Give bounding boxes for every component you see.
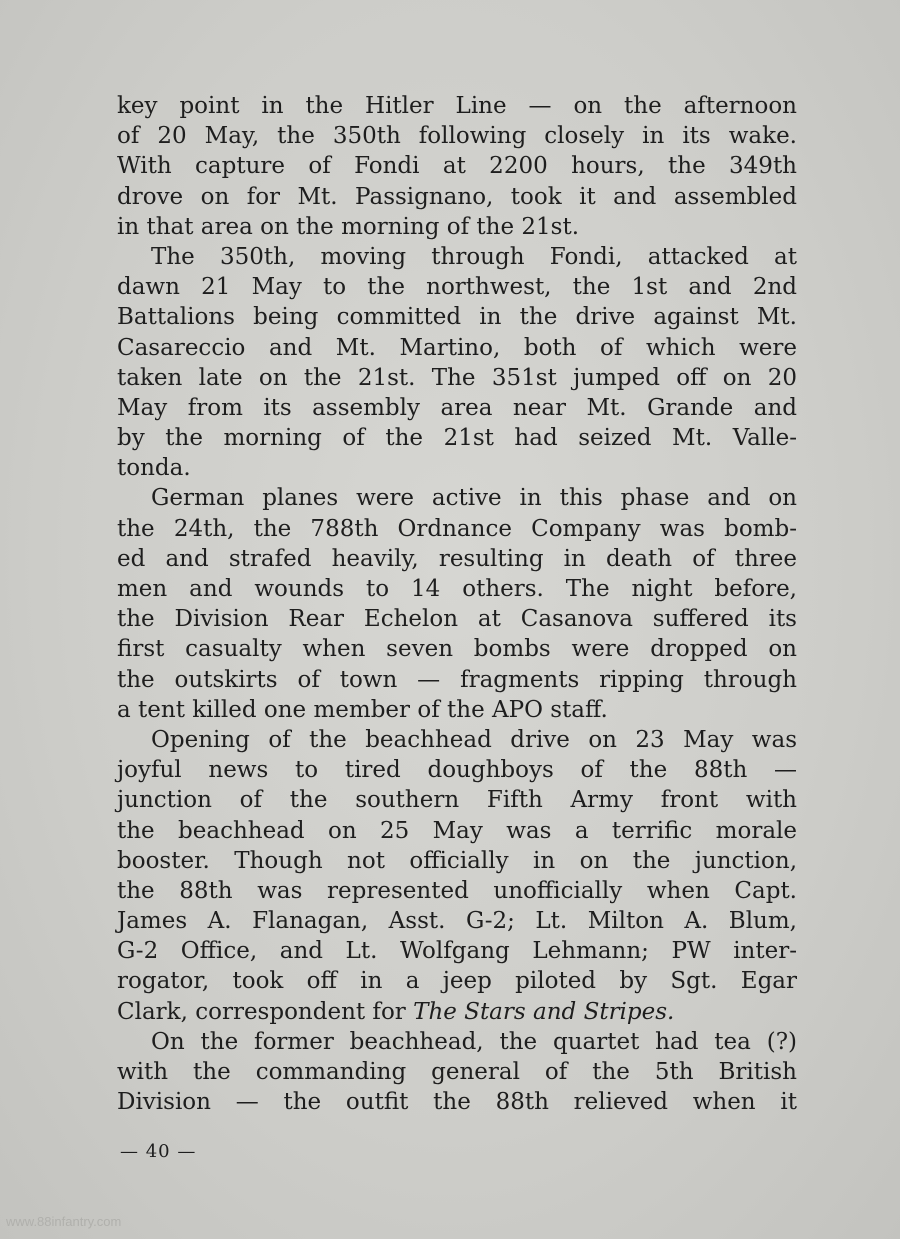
- text-line-content: with the commanding general of the 5th British: [117, 1059, 797, 1085]
- text-line-content: rogator, took off in a jeep piloted by Sgt. Egar: [117, 968, 797, 995]
- text-line-content: Division — the outfit the 88th relieved when it: [117, 1089, 797, 1116]
- text-line-content: tonda.: [117, 455, 191, 482]
- text-line: [117, 242, 797, 272]
- text-line-content: Battalions being committed in the drive against Mt.: [117, 304, 797, 331]
- text-line-content: G-2 Office, and Lt. Wolfgang Lehmann; PW inter-: [117, 938, 797, 965]
- text-line: [117, 876, 797, 906]
- text-line-content: booster. Though not officially in on the junction,: [117, 847, 797, 874]
- text-line: [117, 423, 797, 453]
- text-line: [117, 302, 797, 332]
- text-line-content: the outskirts of town — fragments ripping through: [117, 666, 797, 693]
- text-line: [117, 936, 797, 966]
- text-line: [117, 665, 797, 695]
- text-line: [117, 333, 797, 363]
- text-line-content: joyful news to tired doughboys of the 88th —: [117, 757, 797, 784]
- text-line-content: Casareccio and Mt. Martino, both of which were: [117, 334, 797, 361]
- text-line: [117, 634, 797, 664]
- text-line: [117, 997, 797, 1027]
- text-line: [117, 785, 797, 815]
- page-number: — 40 —: [120, 1141, 197, 1162]
- body-text: [117, 91, 797, 1117]
- text-line: [117, 483, 797, 513]
- italic-title: The Stars and Stripes.: [413, 998, 675, 1025]
- text-line-content: drove on for Mt. Passignano, took it and assembled: [117, 183, 797, 210]
- watermark: www.88infantry.com: [6, 1214, 122, 1229]
- text-line-content: in that area on the morning of the 21st.: [117, 213, 580, 240]
- text-line-content: first casualty when seven bombs were dropped on: [117, 636, 797, 663]
- text-line: [117, 906, 797, 936]
- text-line-content: a tent killed one member of the APO staff.: [117, 696, 608, 723]
- text-line: [117, 453, 797, 483]
- text-line: [117, 393, 797, 423]
- text-line-content: Opening of the beachhead drive on 23 May was: [151, 726, 797, 753]
- text-line: [117, 695, 797, 725]
- text-line-content: junction of the southern Fifth Army front with: [117, 787, 797, 814]
- text-line-content: Clark, correspondent for: [117, 998, 414, 1025]
- text-line: [117, 846, 797, 876]
- text-line-content: the 24th, the 788th Ordnance Company was bomb-: [117, 515, 797, 542]
- text-line: [117, 363, 797, 393]
- text-line: [117, 544, 797, 574]
- text-line-content: key point in the Hitler Line — on the afternoon: [117, 93, 797, 119]
- text-line-content: On the former beachhead, the quartet had tea (?): [151, 1028, 797, 1055]
- text-line: [117, 966, 797, 996]
- text-line: [117, 604, 797, 634]
- text-line: [117, 514, 797, 544]
- text-line: [117, 212, 797, 242]
- text-line-content: The 350th, moving through Fondi, attacked at: [151, 243, 797, 270]
- text-line: [117, 1027, 797, 1057]
- text-line-content: dawn 21 May to the northwest, the 1st and 2nd: [117, 274, 797, 301]
- text-line-content: James A. Flanagan, Asst. G-2; Lt. Milton A. Blum,: [117, 908, 797, 935]
- text-line: [117, 151, 797, 181]
- text-line: [117, 91, 797, 121]
- text-line-content: the beachhead on 25 May was a terrific morale: [117, 817, 797, 844]
- text-line-content: the Division Rear Echelon at Casanova suffered its: [117, 606, 797, 633]
- text-line: [117, 574, 797, 604]
- text-line: [117, 272, 797, 302]
- text-line: [117, 755, 797, 785]
- text-line: [117, 725, 797, 755]
- text-line: [117, 816, 797, 846]
- text-line: [117, 182, 797, 212]
- text-line: [117, 121, 797, 151]
- text-line-content: of 20 May, the 350th following closely in its wake.: [117, 123, 797, 150]
- text-line-content: ed and strafed heavily, resulting in death of three: [117, 545, 797, 572]
- text-line-content: by the morning of the 21st had seized Mt. Valle-: [117, 425, 797, 452]
- text-line-content: With capture of Fondi at 2200 hours, the 349th: [117, 153, 797, 180]
- text-line-content: taken late on the 21st. The 351st jumped off on 20: [117, 364, 797, 391]
- text-line-content: the 88th was represented unofficially when Capt.: [117, 877, 797, 904]
- text-line-content: German planes were active in this phase and on: [151, 485, 797, 512]
- text-line: [117, 1057, 797, 1087]
- text-line: [117, 1087, 797, 1117]
- text-line-content: men and wounds to 14 others. The night before,: [117, 576, 797, 602]
- text-line-content: May from its assembly area near Mt. Grande and: [117, 394, 797, 421]
